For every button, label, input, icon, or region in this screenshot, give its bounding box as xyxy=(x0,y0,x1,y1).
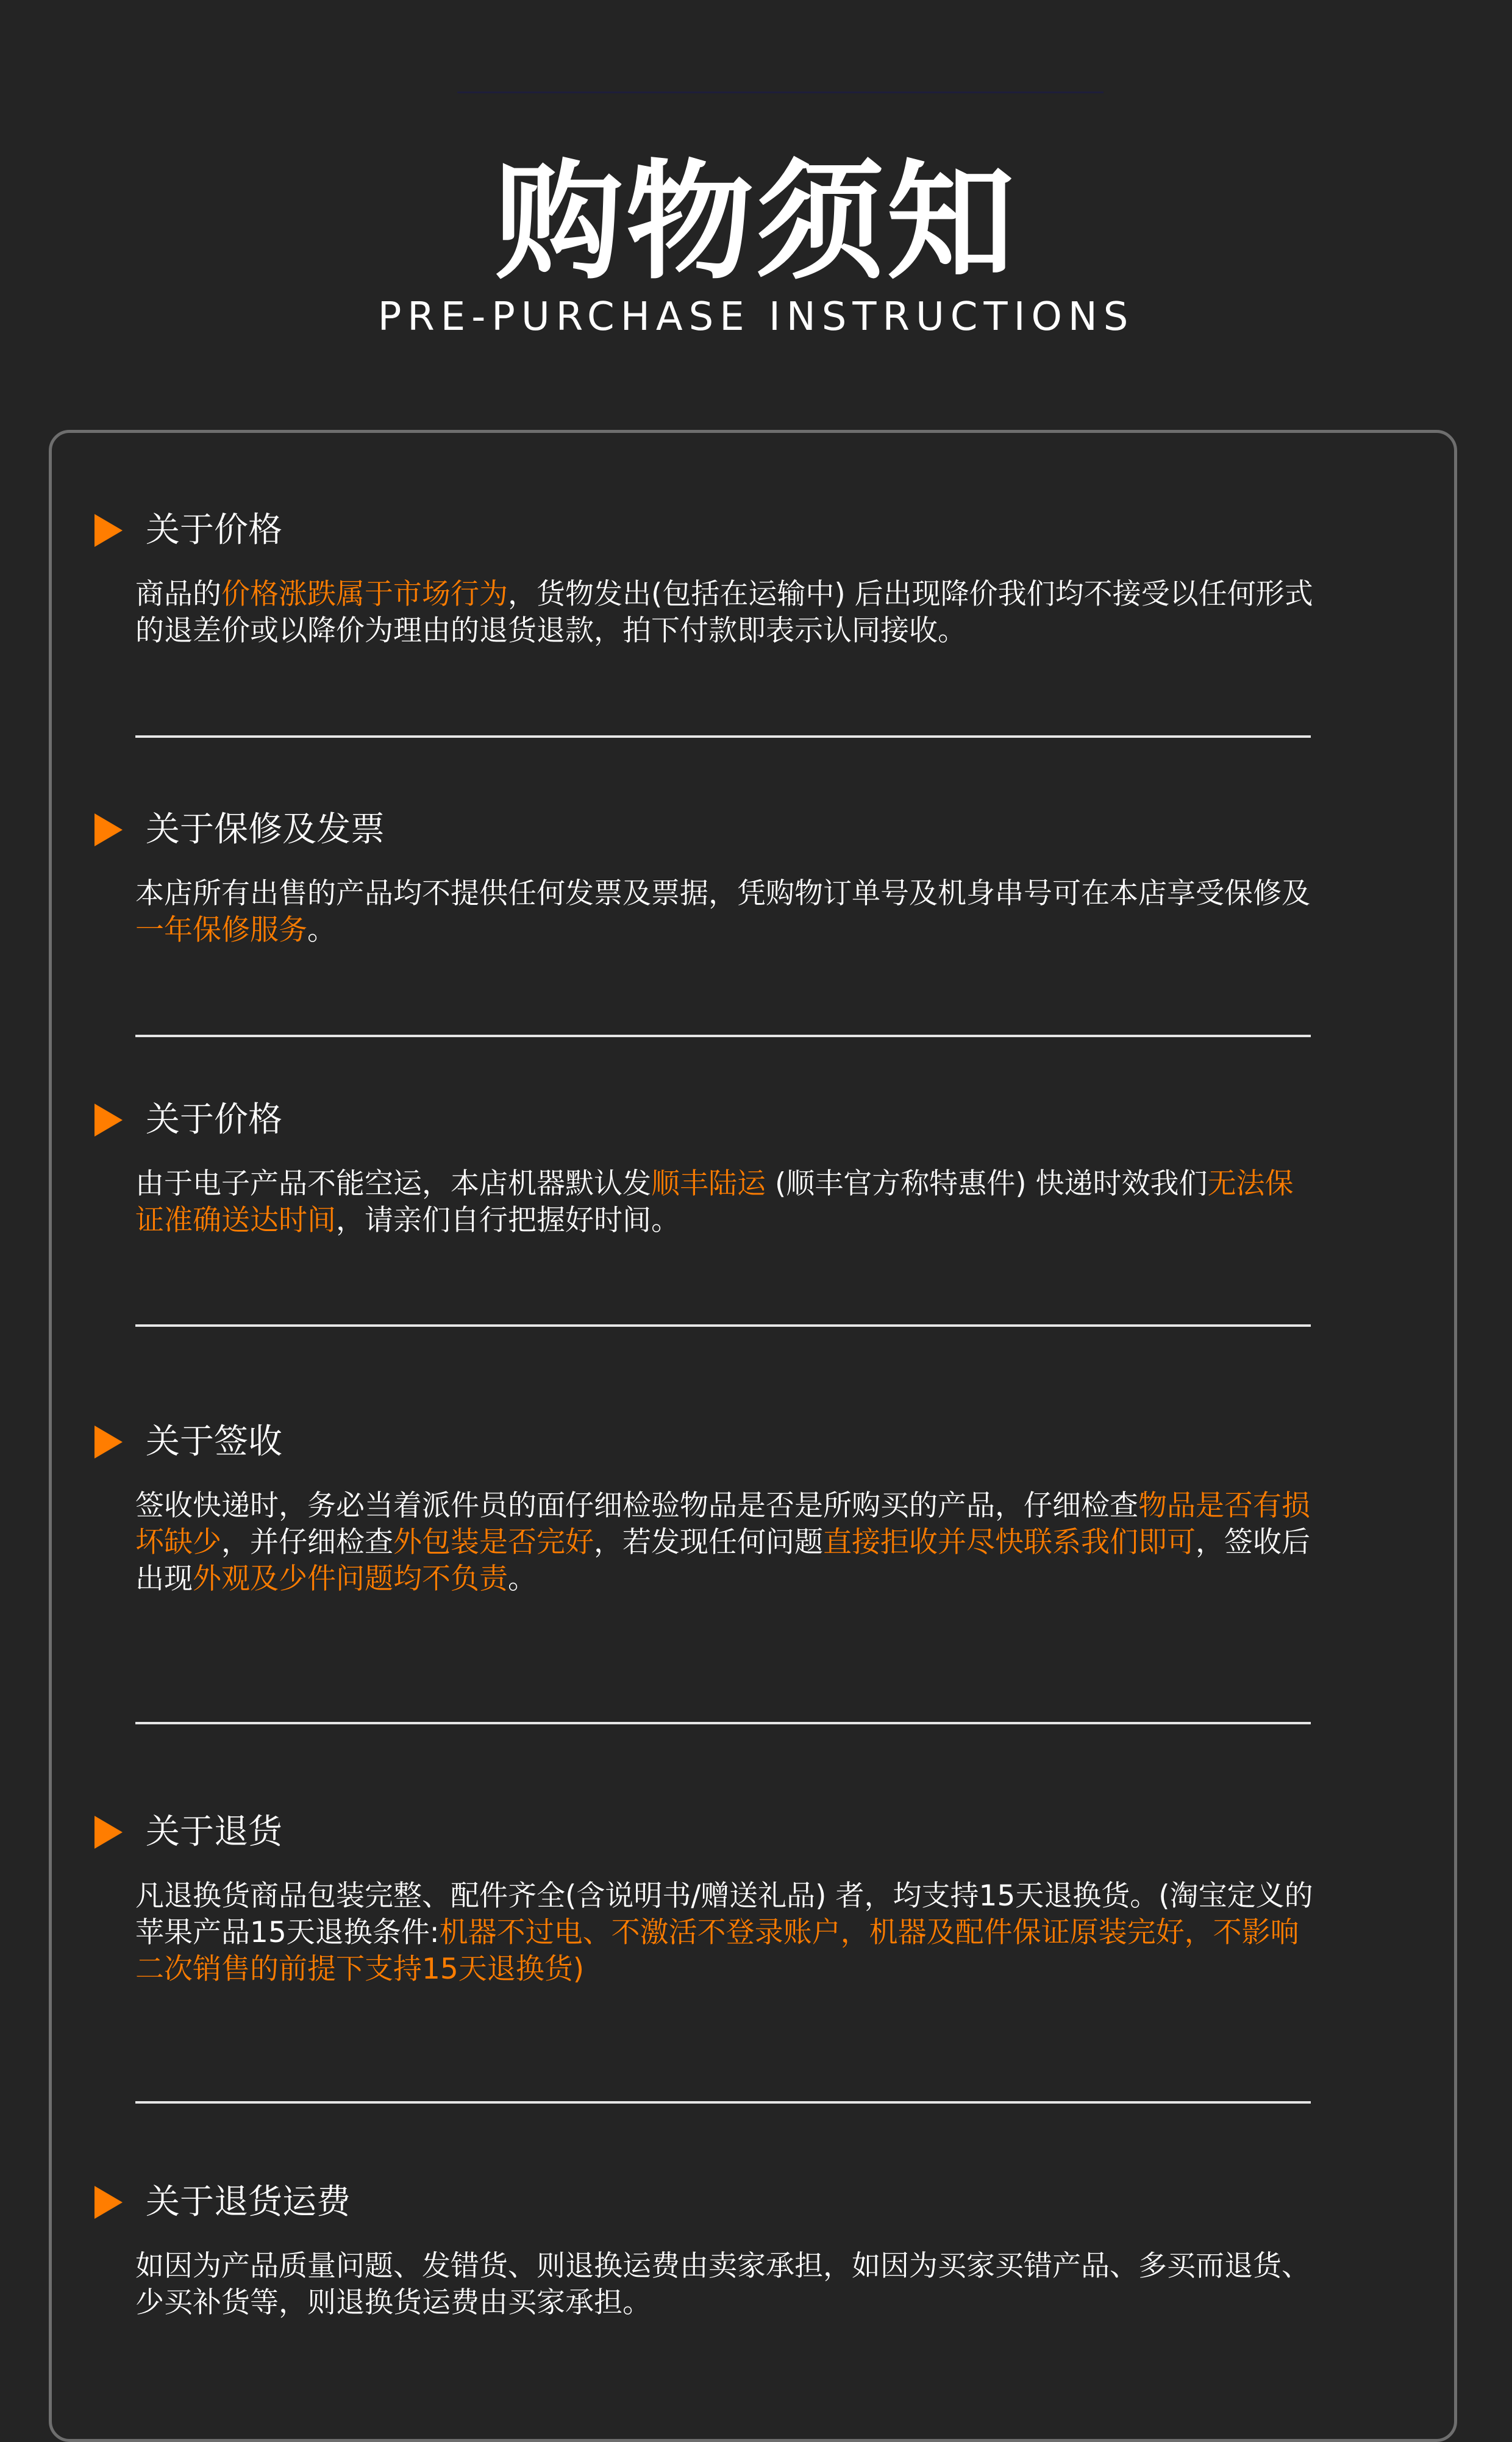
section-header xyxy=(94,1805,282,1860)
section-title: 关于保修及发票 xyxy=(146,810,385,849)
body-text: (顺丰官方称特惠件) 快递时效我们 xyxy=(766,1167,1208,1201)
section-divider xyxy=(135,1324,1311,1327)
top-decorative-rule xyxy=(457,91,1104,93)
section-header xyxy=(94,2175,351,2230)
section-title: 关于签收 xyxy=(146,1422,282,1462)
section-body xyxy=(135,1166,1318,1239)
body-text: ，并仔细检查 xyxy=(221,1526,393,1559)
play-triangle-icon xyxy=(94,1816,123,1849)
highlight-text: 物品是否有损坏缺少 xyxy=(135,1489,1310,1559)
highlight-text: 一年保修服务 xyxy=(135,913,307,947)
body-text: 由于电子产品不能空运，本店机器默认发 xyxy=(135,1167,651,1201)
section-body xyxy=(135,1878,1318,1988)
body-text: ，若发现任何问题 xyxy=(594,1526,823,1559)
section-body xyxy=(135,876,1318,949)
section-body xyxy=(135,1488,1318,1598)
section-title: 关于退货运费 xyxy=(146,2182,351,2222)
section-header xyxy=(94,1415,282,1469)
highlight-text: 外观及少件问题均不负责 xyxy=(193,1562,508,1596)
play-triangle-icon xyxy=(94,514,123,547)
body-text: 如因为产品质量问题、发错货、则退换运费由卖家承担，如因为买家买错产品、多买而退货、少买补货等，则退换货运费由买家承担。 xyxy=(135,2249,1310,2319)
body-text: 本店所有出售的产品均不提供任何发票及票据，凭购物订单号及机身串号可在本店享受保修及 xyxy=(135,877,1310,910)
body-text: 。 xyxy=(508,1562,537,1596)
highlight-text: 外包装是否完好 xyxy=(393,1526,594,1559)
highlight-text: 直接拒收并尽快联系我们即可 xyxy=(823,1526,1196,1559)
section-body xyxy=(135,2248,1318,2321)
highlight-text: 无法保证准确送达时间 xyxy=(135,1167,1294,1237)
section-header xyxy=(94,503,282,558)
section-divider xyxy=(135,1722,1311,1724)
body-text: 。 xyxy=(307,913,336,947)
body-text: ，请亲们自行把握好时间。 xyxy=(336,1204,680,1237)
highlight-text: 机器不过电、不激活不登录账户，机器及配件保证原装完好，不影响二次销售的前提下支持15天退换货) xyxy=(135,1916,1299,1986)
body-text: 凡退换货商品包装完整、配件齐全(含说明书/赠送礼品) 者，均支持15天退换货。(淘宝定义的苹果产品15天退换条件: xyxy=(135,1879,1313,1949)
play-triangle-icon xyxy=(94,2186,123,2219)
section-header xyxy=(94,802,385,857)
play-triangle-icon xyxy=(94,1426,123,1458)
section-title: 关于退货 xyxy=(146,1812,282,1852)
section-divider xyxy=(135,1035,1311,1037)
page-title: 购物须知 xyxy=(494,148,1017,297)
section-title: 关于价格 xyxy=(146,510,282,550)
body-text: 签收快递时，务必当着派件员的面仔细检验物品是否是所购买的产品，仔细检查 xyxy=(135,1489,1138,1523)
section-header xyxy=(94,1093,282,1148)
section-title: 关于价格 xyxy=(146,1100,282,1140)
highlight-text: 顺丰陆运 xyxy=(651,1167,766,1201)
body-text: ，签收后出现 xyxy=(135,1526,1310,1596)
play-triangle-icon xyxy=(94,1104,123,1137)
section-body xyxy=(135,576,1318,649)
body-text: ，货物发出(包括在运输中) 后出现降价我们均不接受以任何形式的退差价或以降价为理由的退货退款，拍下付款即表示认同接收。 xyxy=(135,577,1313,648)
page-subtitle: PRE-PURCHASE INSTRUCTIONS xyxy=(377,295,1135,340)
section-divider xyxy=(135,2101,1311,2104)
highlight-text: 价格涨跌属于市场行为 xyxy=(221,577,508,611)
section-divider xyxy=(135,735,1311,738)
body-text: 商品的 xyxy=(135,577,221,611)
play-triangle-icon xyxy=(94,813,123,846)
